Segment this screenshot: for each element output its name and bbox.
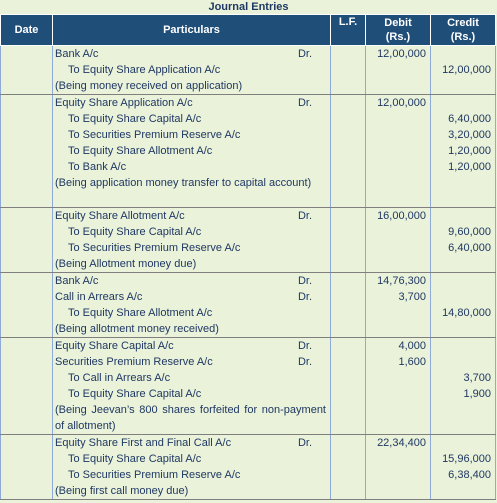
credit-account-line [53, 240, 330, 256]
credit-amount: 1,20,000 [448, 145, 491, 157]
particulars-text: Bank A/c [55, 48, 99, 60]
credit-amount [431, 273, 495, 289]
dr-marker: Dr. [297, 97, 312, 109]
journal-entry-row [1, 435, 496, 500]
particulars-text: Securities Premium Reserve A/c [55, 356, 213, 368]
lf-cell [331, 338, 366, 435]
debit-amount [366, 467, 430, 483]
lf-cell [331, 208, 366, 273]
debit-amount: 16,00,000 [377, 210, 426, 222]
credit-amount [431, 256, 495, 272]
credit-cell [431, 95, 496, 208]
lf-cell [331, 435, 366, 500]
debit-amount [366, 143, 430, 159]
debit-amount [366, 305, 430, 321]
date-cell [1, 95, 53, 208]
header-credit-label: Credit [447, 17, 479, 29]
lf-cell [331, 95, 366, 208]
particulars-text: To Securities Premium Reserve A/c [68, 129, 241, 141]
credit-amount [431, 354, 495, 370]
particulars-text: To Securities Premium Reserve A/c [68, 469, 241, 481]
narration-line [53, 256, 330, 272]
journal-entry-row [1, 46, 496, 95]
header-credit-unit: (Rs.) [450, 31, 476, 43]
particulars-text: (Being application money transfer to capital account) [55, 177, 312, 189]
particulars-text: To Equity Share Allotment A/c [68, 145, 213, 157]
credit-amount: 6,40,000 [448, 242, 491, 254]
particulars-text: (Being allotment money received) [55, 323, 219, 335]
debit-amount [366, 175, 430, 207]
particulars-text: To Call in Arrears A/c [68, 372, 171, 384]
credit-amount [431, 338, 495, 354]
particulars-text: To Equity Share Application A/c [68, 64, 221, 76]
particulars-cell [53, 435, 331, 500]
credit-amount [431, 402, 495, 434]
debit-account-line [53, 273, 330, 289]
particulars-text: Equity Share Application A/c [55, 97, 193, 109]
header-debit-unit: (Rs.) [385, 31, 411, 43]
date-cell [1, 46, 53, 95]
debit-account-line [53, 289, 330, 305]
dr-marker: Dr. [297, 291, 312, 303]
credit-amount [431, 78, 495, 94]
credit-amount: 1,20,000 [448, 161, 491, 173]
debit-amount [366, 321, 430, 337]
journal-entry-row [1, 208, 496, 273]
credit-account-line [53, 305, 330, 321]
debit-amount [366, 386, 430, 402]
debit-amount [366, 256, 430, 272]
particulars-text: (Being first call money due) [55, 485, 189, 497]
particulars-text: To Equity Share Capital A/c [68, 113, 202, 125]
credit-amount [431, 289, 495, 305]
particulars-text: To Equity Share Capital A/c [68, 226, 202, 238]
particulars-text: To Bank A/c [68, 161, 127, 173]
particulars-text: (Being money received on application) [55, 80, 243, 92]
date-cell [1, 338, 53, 435]
dr-marker: Dr. [297, 275, 312, 287]
credit-cell [431, 273, 496, 338]
credit-amount [431, 208, 495, 224]
credit-amount [431, 321, 495, 337]
particulars-cell [53, 338, 331, 435]
particulars-text: To Equity Share Allotment A/c [68, 307, 213, 319]
header-row [1, 15, 496, 46]
debit-amount [366, 240, 430, 256]
particulars-text: To Securities Premium Reserve A/c [68, 242, 241, 254]
credit-amount [431, 95, 495, 111]
date-cell [1, 273, 53, 338]
credit-account-line [53, 370, 330, 386]
debit-amount: 14,76,300 [377, 275, 426, 287]
narration-line [53, 483, 330, 499]
debit-cell [366, 273, 431, 338]
credit-account-line [53, 62, 330, 78]
narration-line [53, 321, 330, 337]
journal-body [1, 46, 496, 500]
credit-account-line [53, 451, 330, 467]
credit-account-line [53, 386, 330, 402]
debit-amount: 3,700 [398, 291, 426, 303]
journal-entry-row [1, 95, 496, 208]
debit-amount [366, 159, 430, 175]
credit-amount: 6,38,400 [448, 469, 491, 481]
debit-account-line [53, 354, 330, 370]
header-lf: L.F. [331, 15, 366, 46]
dr-marker: Dr. [297, 48, 312, 60]
lf-cell [331, 273, 366, 338]
dr-marker: Dr. [297, 340, 312, 352]
debit-amount [366, 451, 430, 467]
document-title: Journal Entries [208, 1, 289, 13]
header-date: Date [1, 15, 53, 46]
credit-amount [431, 483, 495, 499]
credit-amount [431, 46, 495, 62]
debit-amount [366, 111, 430, 127]
credit-amount: 15,96,000 [442, 453, 491, 465]
debit-account-line [53, 338, 330, 354]
journal-entry-row [1, 273, 496, 338]
debit-account-line [53, 46, 330, 62]
debit-amount: 12,00,000 [377, 48, 426, 60]
debit-amount: 22,34,400 [377, 437, 426, 449]
credit-amount [431, 435, 495, 451]
particulars-text: To Equity Share Capital A/c [68, 453, 202, 465]
credit-amount: 3,20,000 [448, 129, 491, 141]
credit-account-line [53, 224, 330, 240]
credit-cell [431, 208, 496, 273]
narration-line [53, 78, 330, 94]
header-debit-label: Debit [384, 17, 412, 29]
journal-entry-row [1, 338, 496, 435]
particulars-cell [53, 46, 331, 95]
debit-account-line [53, 435, 330, 451]
credit-cell [431, 338, 496, 435]
date-cell [1, 208, 53, 273]
debit-amount [366, 78, 430, 94]
debit-amount [366, 483, 430, 499]
particulars-cell [53, 273, 331, 338]
credit-account-line [53, 111, 330, 127]
debit-cell [366, 46, 431, 95]
credit-amount: 9,60,000 [448, 226, 491, 238]
debit-amount: 12,00,000 [377, 97, 426, 109]
dr-marker: Dr. [297, 356, 312, 368]
particulars-text: Equity Share Allotment A/c [55, 210, 185, 222]
particulars-text: To Equity Share Capital A/c [68, 388, 202, 400]
particulars-text: (Being Jeevan’s 800 shares forfeited for non-payment of allotment) [55, 404, 326, 432]
debit-amount [366, 402, 430, 434]
credit-amount: 6,40,000 [448, 113, 491, 125]
header-credit [431, 15, 496, 46]
header-particulars: Particulars [53, 15, 331, 46]
dr-marker: Dr. [297, 437, 312, 449]
debit-amount [366, 224, 430, 240]
credit-amount: 3,700 [463, 372, 491, 384]
credit-cell [431, 46, 496, 95]
lf-cell [331, 46, 366, 95]
narration-line [53, 175, 330, 191]
particulars-text: Bank A/c [55, 275, 99, 287]
particulars-text: Equity Share Capital A/c [55, 340, 174, 352]
particulars-text: (Being Allotment money due) [55, 258, 197, 270]
credit-account-line [53, 467, 330, 483]
particulars-cell [53, 208, 331, 273]
debit-cell [366, 95, 431, 208]
debit-account-line [53, 95, 330, 111]
debit-amount: 4,000 [398, 340, 426, 352]
debit-amount [366, 62, 430, 78]
date-cell [1, 435, 53, 500]
narration-line [53, 402, 330, 434]
credit-amount: 14,80,000 [442, 307, 491, 319]
journal-table [0, 14, 496, 500]
dr-marker: Dr. [297, 210, 312, 222]
debit-cell [366, 435, 431, 500]
debit-account-line [53, 208, 330, 224]
credit-account-line [53, 159, 330, 175]
debit-cell [366, 338, 431, 435]
credit-account-line [53, 127, 330, 143]
particulars-text: Equity Share First and Final Call A/c [55, 437, 232, 449]
credit-amount: 1,900 [463, 388, 491, 400]
header-debit [366, 15, 431, 46]
debit-cell [366, 208, 431, 273]
debit-amount: 1,600 [398, 356, 426, 368]
credit-amount: 12,00,000 [442, 64, 491, 76]
debit-amount [366, 127, 430, 143]
particulars-text: Call in Arrears A/c [55, 291, 143, 303]
debit-amount [366, 370, 430, 386]
credit-amount [431, 175, 495, 207]
credit-cell [431, 435, 496, 500]
credit-account-line [53, 143, 330, 159]
particulars-cell [53, 95, 331, 208]
